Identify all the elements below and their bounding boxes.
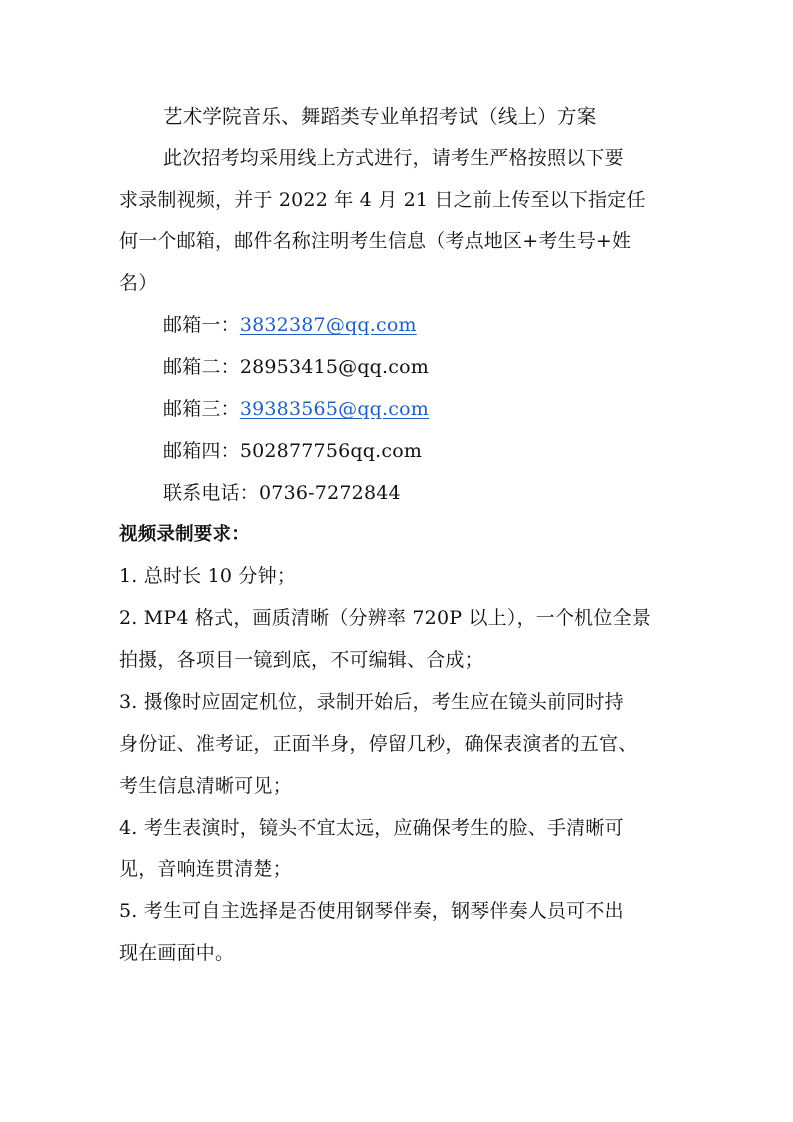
intro-line-3: 何一个邮箱，邮件名称注明考生信息（考点地区+考生号+姓 bbox=[119, 230, 632, 252]
requirement-line: 3. 摄像时应固定机位，录制开始后，考生应在镜头前同时持 bbox=[119, 691, 624, 713]
requirement-line: 2. MP4 格式，画质清晰（分辨率 720P 以上），一个机位全景 bbox=[119, 607, 651, 629]
requirement-line: 5. 考生可自主选择是否使用钢琴伴奏，钢琴伴奏人员可不出 bbox=[119, 900, 624, 922]
requirement-line: 4. 考生表演时，镜头不宜太远，应确保考生的脸、手清晰可 bbox=[119, 817, 624, 839]
email-label: 邮箱二： bbox=[163, 356, 240, 378]
requirement-line: 身份证、准考证，正面半身，停留几秒，确保表演者的五官、 bbox=[119, 733, 638, 755]
email-link[interactable]: 3832387@qq.com bbox=[239, 314, 417, 336]
requirement-line: 现在画面中。 bbox=[119, 942, 235, 964]
requirement-line: 考生信息清晰可见； bbox=[119, 775, 292, 797]
intro-line-2: 求录制视频，并于 2022 年 4 月 21 日之前上传至以下指定任 bbox=[119, 189, 646, 211]
email-label: 邮箱四： bbox=[163, 440, 240, 462]
intro-line-4: 名） bbox=[119, 272, 158, 294]
email-text: 28953415@qq.com bbox=[239, 356, 429, 378]
email-row-3 bbox=[163, 397, 723, 421]
requirements-heading: 视频录制要求： bbox=[119, 524, 250, 545]
email-row-2 bbox=[163, 355, 723, 379]
email-link[interactable]: 39383565@qq.com bbox=[239, 398, 429, 420]
requirement-line: 见，音响连贯清楚； bbox=[119, 858, 292, 880]
phone-label: 联系电话： bbox=[163, 482, 260, 504]
email-label: 邮箱一： bbox=[163, 314, 240, 336]
phone-number: 0736-7272844 bbox=[259, 482, 401, 504]
document-title: 艺术学院音乐、舞蹈类专业单招考试（线上）方案 bbox=[163, 105, 597, 128]
requirement-line: 1. 总时长 10 分钟； bbox=[119, 565, 297, 587]
email-label: 邮箱三： bbox=[163, 398, 240, 420]
email-row-4 bbox=[163, 439, 723, 463]
requirement-line: 拍摄，各项目一镜到底，不可编辑、合成； bbox=[119, 649, 484, 671]
phone-row bbox=[163, 481, 723, 505]
email-row-1 bbox=[163, 313, 723, 337]
intro-line-1: 此次招考均采用线上方式进行，请考生严格按照以下要 bbox=[163, 147, 624, 169]
email-text: 502877756qq.com bbox=[239, 440, 423, 462]
